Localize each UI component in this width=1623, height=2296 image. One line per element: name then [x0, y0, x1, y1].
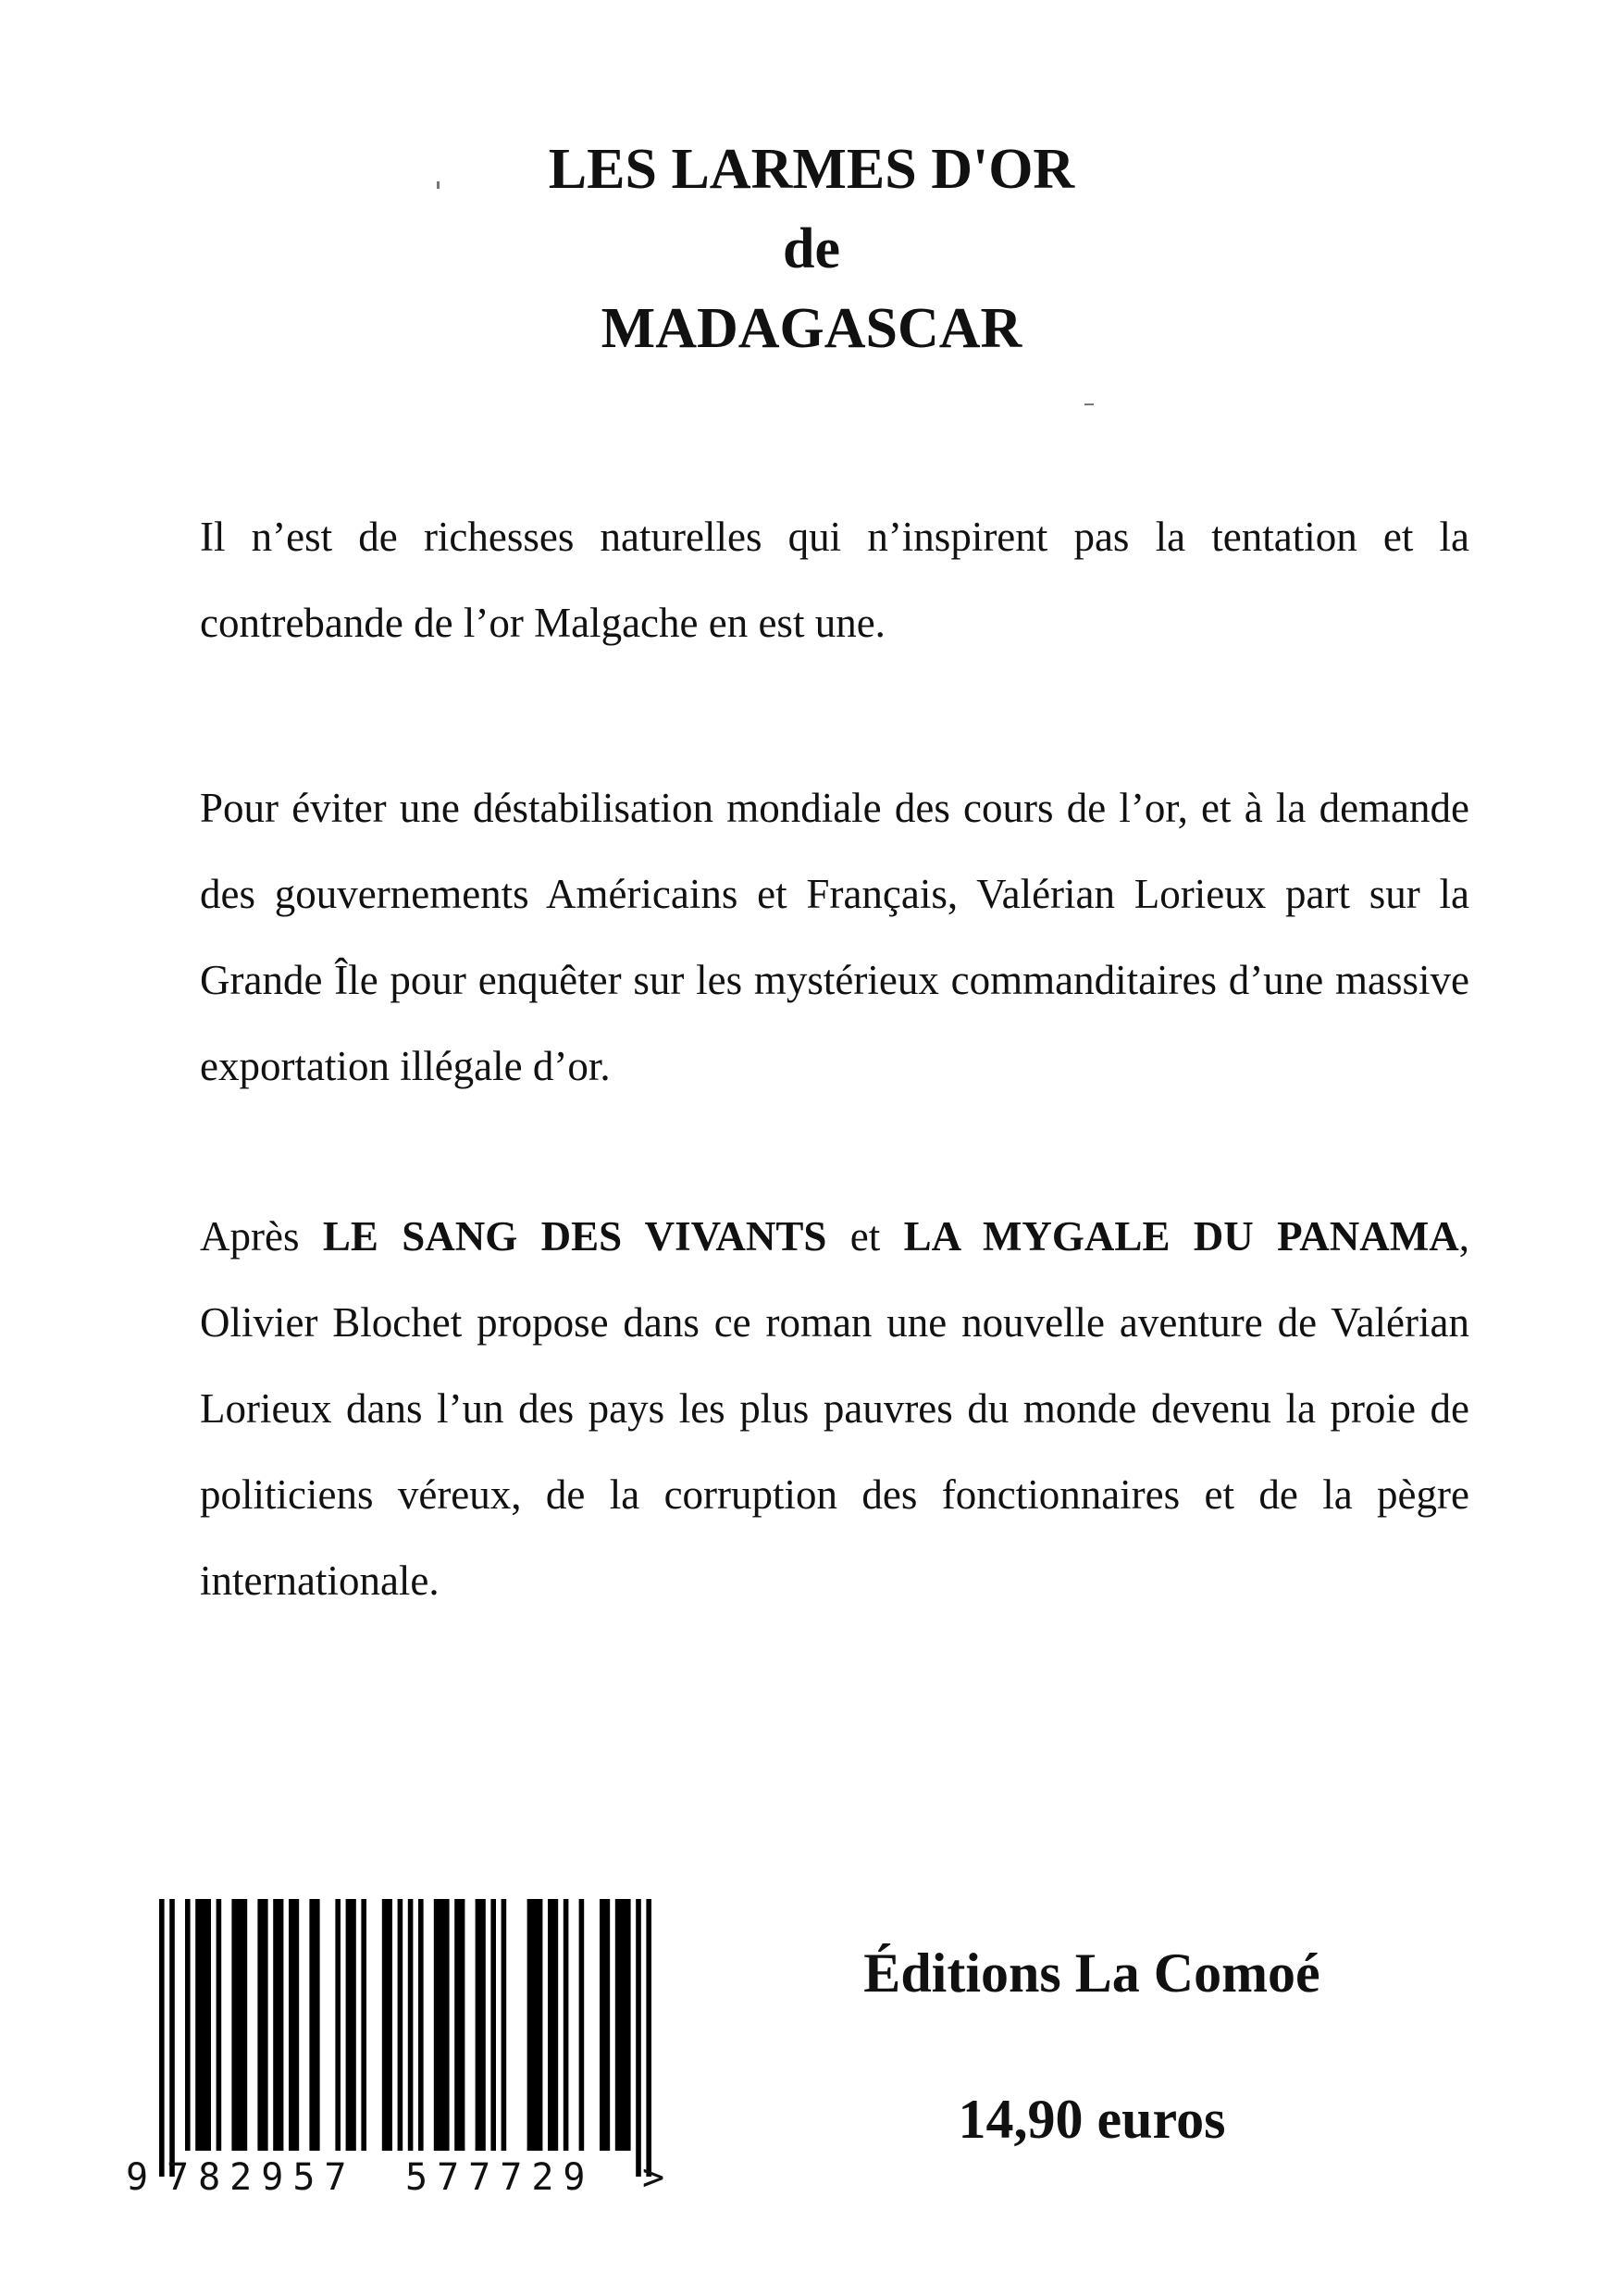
- isbn-group-2: 577729: [405, 2156, 595, 2199]
- print-speck: [1084, 403, 1094, 405]
- publisher-name: Éditions La Comoé: [863, 1942, 1320, 2004]
- blurb-paragraph-1: Il n’est de richesses naturelles qui n’inspirent pas la tentation et la contrebande de l’or Malgache en est une.: [200, 514, 1469, 646]
- title-line-2: de: [783, 217, 840, 280]
- isbn-barcode: [126, 1892, 681, 2206]
- book-reference-1: LE SANG DES VIVANTS: [322, 1213, 827, 1260]
- book-reference-2: LA MYGALE DU PANAMA: [903, 1213, 1459, 1260]
- isbn-number: [126, 1892, 681, 2206]
- price: 14,90 euros: [958, 2089, 1226, 2150]
- blurb-paragraph-3: [200, 1194, 1469, 1624]
- isbn-lead-digit: 9: [126, 2156, 149, 2199]
- book-title: [0, 130, 1623, 368]
- blurb-text: Après: [200, 1213, 323, 1260]
- blurb-paragraph-2: Pour éviter une déstabilisation mondiale des cours de l’or, et à la demande des gouvernements Américains et Français, Valérian Lorieux part sur la Grande Île pour enquêter sur les mystérieux commanditaires d’une massive exportation illégale d’or.: [200, 785, 1469, 1089]
- isbn-group-1: 782957: [167, 2156, 356, 2199]
- blurb-text: et: [826, 1213, 904, 1260]
- blurb-text: , Olivier Blochet propose dans ce roman une nouvelle aventure de Valérian Lorieux dans l’un des pays les plus pauvres du monde devenu la proie de politiciens véreux, de la corruption des fonctionnaires et de la pègre internationale.: [200, 1213, 1470, 1604]
- title-line-3: MADAGASCAR: [601, 297, 1022, 360]
- title-line-1: LES LARMES D'OR: [548, 138, 1075, 201]
- isbn-trail-mark: >: [642, 2156, 665, 2199]
